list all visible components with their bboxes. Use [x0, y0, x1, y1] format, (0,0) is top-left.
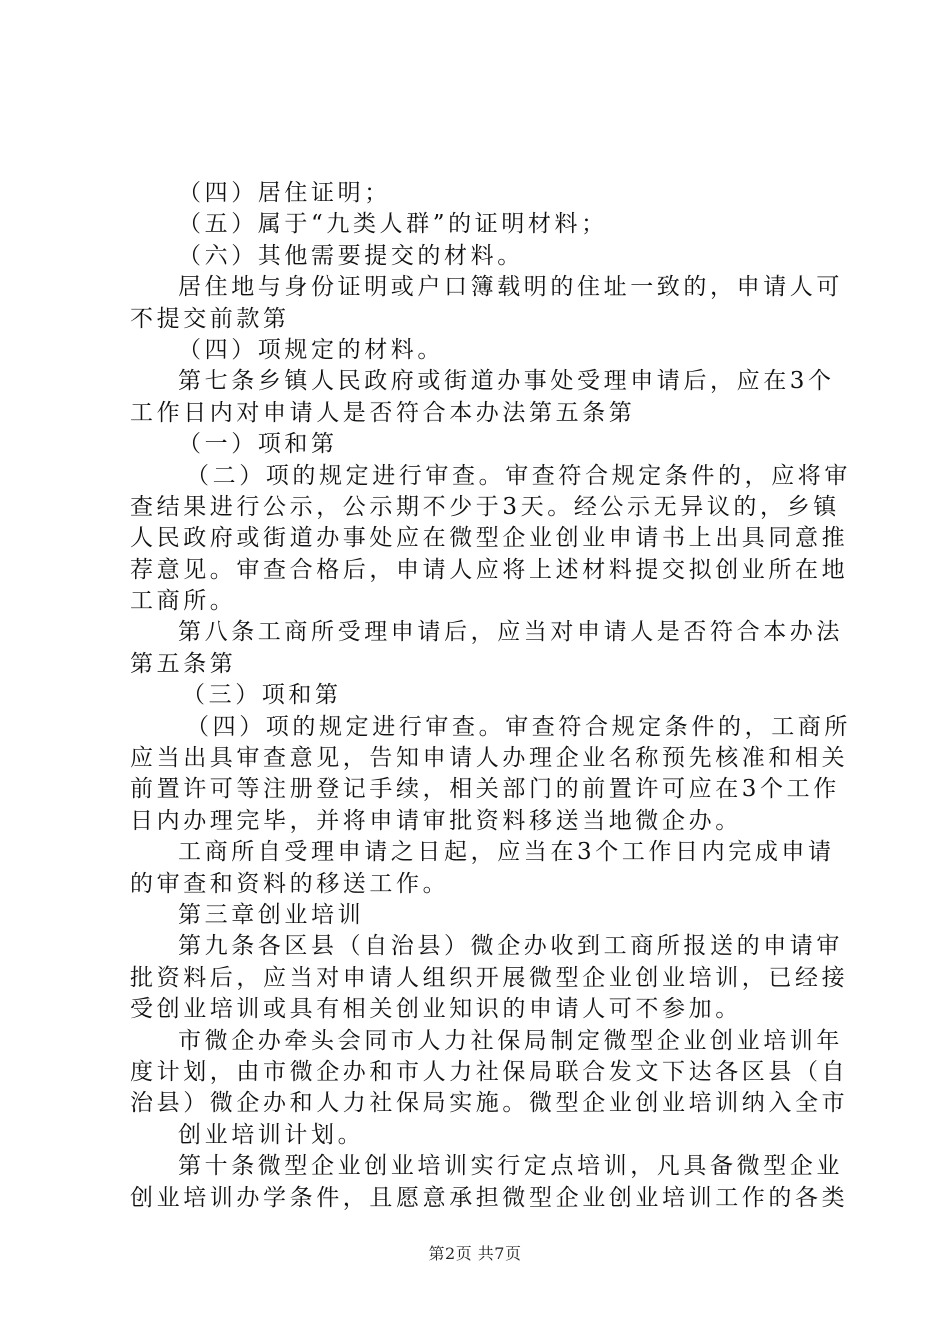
- text-line: 不提交前款第: [130, 305, 290, 332]
- text-line: 荐意见。审查合格后，申请人应将上述材料提交拟创业所在地: [130, 556, 849, 583]
- text-line: 创业培训计划。: [178, 1121, 365, 1148]
- text-line: 第五条第: [130, 650, 237, 677]
- text-line: 第七条乡镇人民政府或街道办事处受理申请后，应在3个: [178, 368, 835, 395]
- text-line: 人民政府或街道办事处应在微型企业创业申请书上出具同意推: [130, 525, 849, 552]
- text-line: 市微企办牵头会同市人力社保局制定微型企业创业培训年: [178, 1027, 843, 1054]
- text-line: 居住地与身份证明或户口簿载明的住址一致的，申请人可: [178, 274, 843, 301]
- text-line: （一）项和第: [178, 431, 338, 458]
- page-number: 第2页 共7页: [428, 1244, 522, 1263]
- text-line: 日内办理完毕，并将申请审批资料移送当地微企办。: [130, 807, 742, 834]
- text-line: 的审查和资料的移送工作。: [130, 870, 450, 897]
- text-line: 第九条各区县（自治县）微企办收到工商所报送的申请审: [178, 933, 843, 960]
- text-line: （二）项的规定进行审查。审查符合规定条件的，应将审: [186, 462, 851, 489]
- text-line: 应当出具审查意见，告知申请人办理企业名称预先核准和相关: [130, 745, 849, 772]
- text-line: （三）项和第: [182, 682, 342, 709]
- text-line: 治县）微企办和人力社保局实施。微型企业创业培训纳入全市: [130, 1090, 849, 1117]
- text-line: （五）属于“九类人群”的证明材料；: [178, 211, 608, 238]
- document-body: [130, 178, 851, 1214]
- text-line: 前置许可等注册登记手续，相关部门的前置许可应在3个工作: [130, 776, 840, 803]
- text-line: （四）项的规定进行审查。审查符合规定条件的，工商所: [186, 713, 851, 740]
- text-line: 创业培训办学条件，且愿意承担微型企业创业培训工作的各类: [130, 1184, 849, 1211]
- text-line: 第十条微型企业创业培训实行定点培训，凡具备微型企业: [178, 1153, 843, 1180]
- text-line: 批资料后，应当对申请人组织开展微型企业创业培训，已经接: [130, 964, 849, 991]
- text-line: 查结果进行公示，公示期不少于3天。经公示无异议的，乡镇: [130, 493, 840, 520]
- text-line: （四）居住证明；: [178, 180, 391, 206]
- text-line: （四）项规定的材料。: [178, 336, 444, 363]
- text-line: 工作日内对申请人是否符合本办法第五条第: [130, 399, 636, 426]
- text-line: 工商所。: [130, 588, 237, 615]
- text-line: 度计划，由市微企办和市人力社保局联合发文下达各区县（自: [130, 1058, 849, 1085]
- chapter-heading: 第三章创业培训: [178, 901, 365, 928]
- text-line: （六）其他需要提交的材料。: [178, 242, 524, 269]
- text-line: 受创业培训或具有相关创业知识的申请人可不参加。: [130, 996, 742, 1023]
- text-line: 工商所自受理申请之日起，应当在3个工作日内完成申请: [178, 839, 835, 866]
- text-line: 第八条工商所受理申请后，应当对申请人是否符合本办法: [178, 619, 843, 646]
